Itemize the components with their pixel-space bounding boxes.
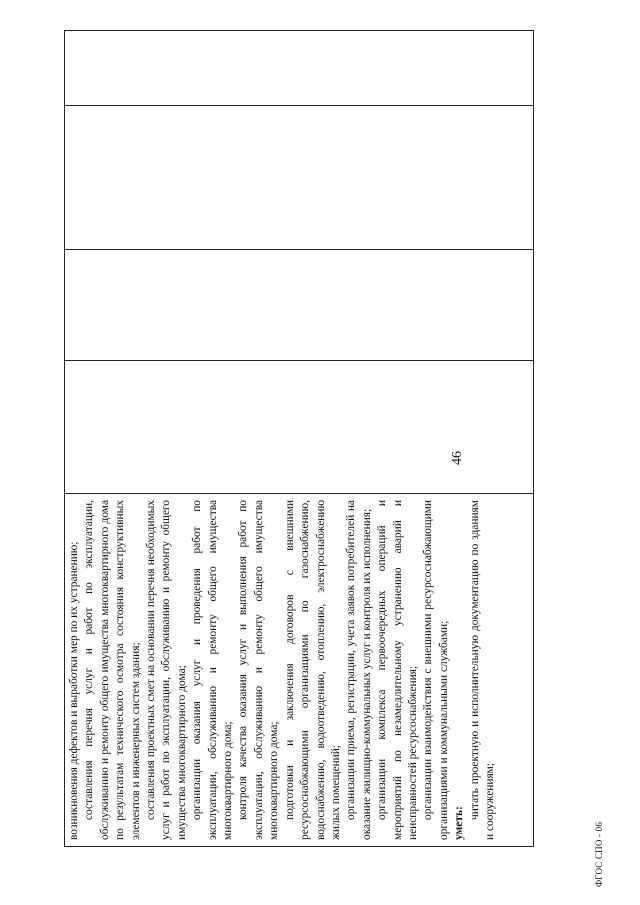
table-row	[65, 31, 534, 847]
paragraph: составления проектных смет на основании перечня необходимых услуг и работ по эксплуатации, обслуживанию и ремонту общего имущества многоквартирного дома;	[145, 500, 188, 840]
content-table	[64, 30, 534, 847]
empty-cell	[65, 31, 534, 106]
text-cell	[65, 494, 534, 847]
paragraph: организации приема, регистрации, учета заявок потребителей на оказание жилищно-коммунальных услуг и контроля их исполнения;	[345, 500, 373, 840]
empty-cell	[65, 106, 534, 250]
paragraph: возникновения дефектов и выработки мер по их устранению;	[68, 541, 80, 840]
paragraph: контроля качества оказания услуг и выполнения работ по эксплуатации, обслуживанию и ремонту общего имущества многоквартирного дома;	[237, 500, 281, 840]
paragraph: организации оказания услуг и проведения работ по эксплуатации, обслуживанию и ремонту общего имущества многоквартирного дома;	[191, 500, 235, 840]
paragraph: читать проектную и исполнительную документацию по зданиям и сооружениям;	[468, 500, 496, 840]
page-number: 46	[450, 451, 465, 465]
empty-cell	[65, 361, 534, 494]
section-heading: уметь:	[453, 806, 466, 840]
paragraph: составления перечня услуг и работ по эксплуатации, обслуживанию и ремонту общего имущества многоквартирного дома по результатам технического осмотра состояния конструктивных элементов и инженерных систем здания;	[83, 500, 142, 840]
paragraph: организации комплекса первоочередных операций и мероприятий по незамедлительному устранению аварий и неисправностей ресурсоснабжения;	[376, 500, 419, 840]
paragraph: организации взаимодействия с внешними ресурсоснабжающими организациями и коммунальными службами;	[422, 500, 450, 840]
footer-code: ФГОС СПО - 06	[594, 821, 604, 887]
paragraph: подготовки и заключения договоров с внешними ресурсоснабжающими организациями по газоснабжению, водоснабжению, водоотведению, отоплению, электроснабжению жилых помещений;	[283, 500, 342, 840]
empty-cell	[65, 250, 534, 361]
